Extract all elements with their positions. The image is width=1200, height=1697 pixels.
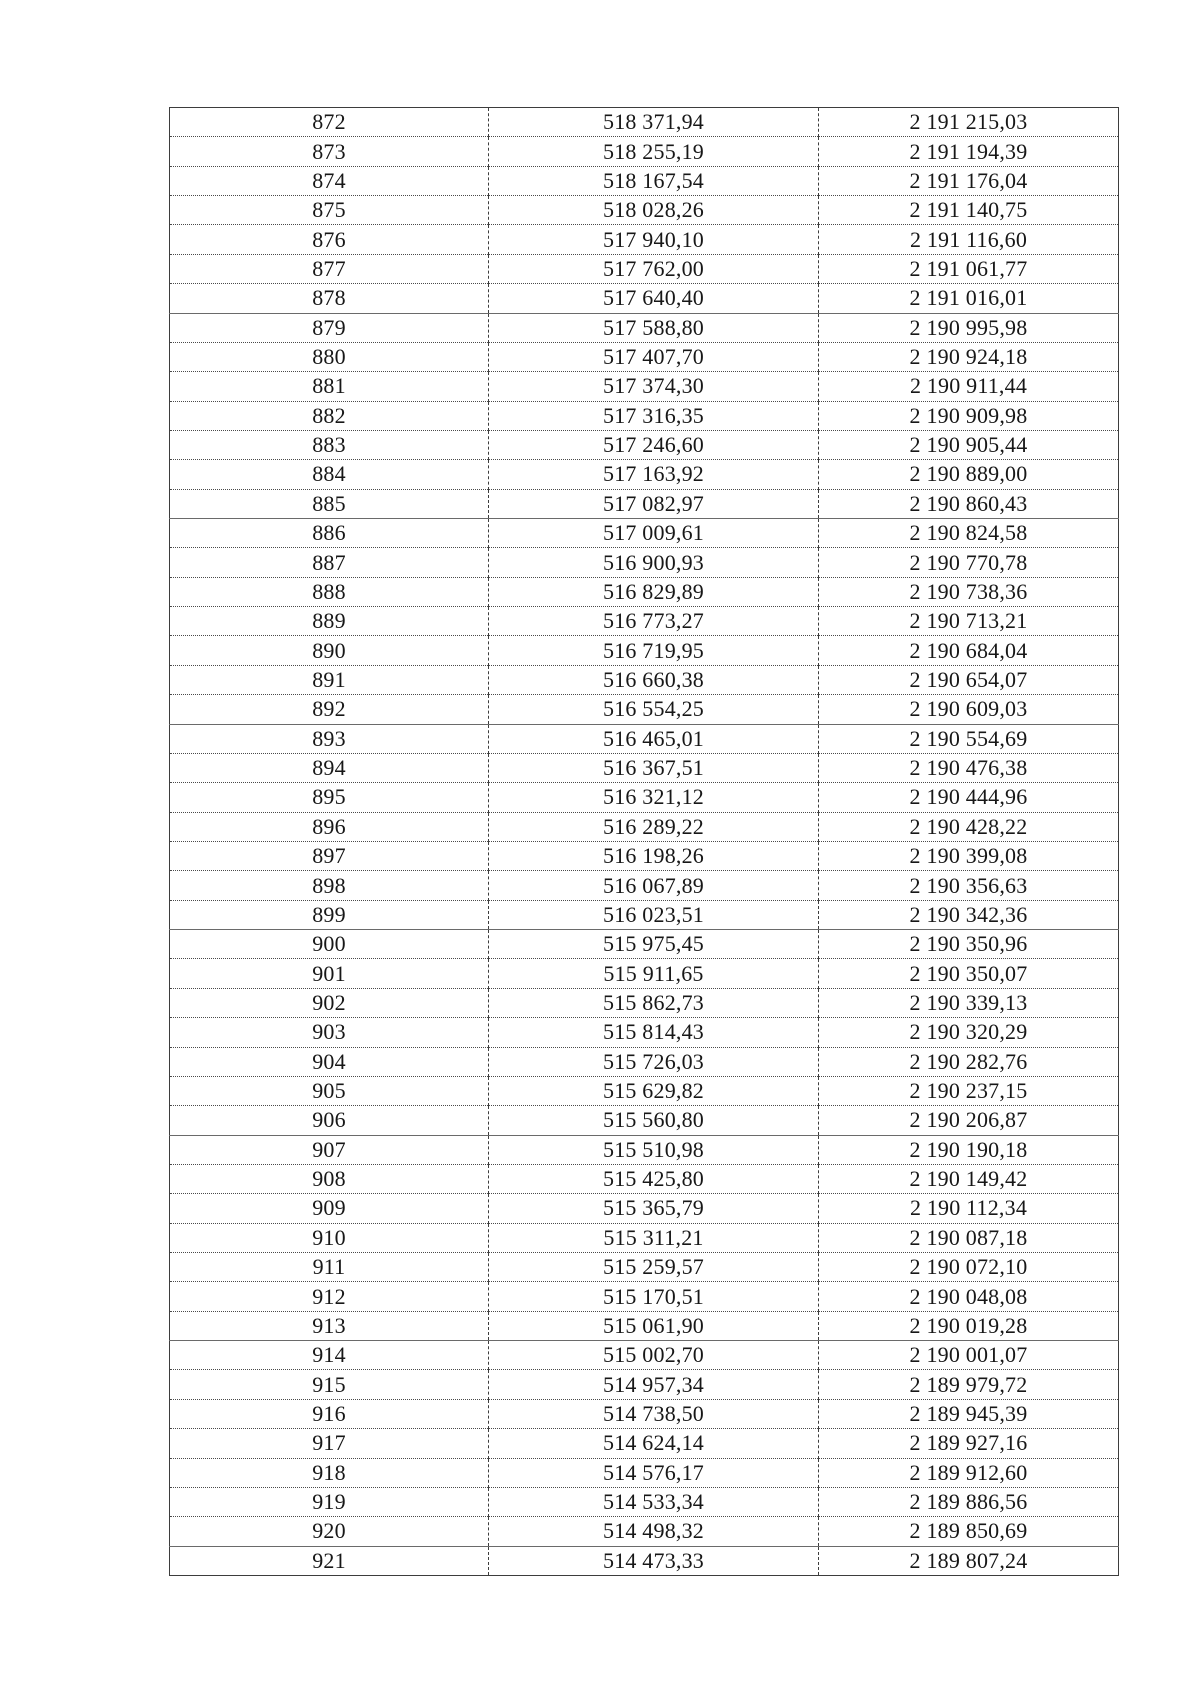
cell-value-1: 517 762,00 [489, 254, 819, 283]
table-row [170, 1517, 1119, 1546]
cell-value-2: 2 190 444,96 [819, 783, 1119, 812]
cell-value-1: 516 773,27 [489, 607, 819, 636]
table-row [170, 1164, 1119, 1193]
table-row [170, 1282, 1119, 1311]
table-row [170, 1429, 1119, 1458]
table-row [170, 489, 1119, 518]
cell-value-2: 2 190 995,98 [819, 313, 1119, 342]
cell-value-1: 517 640,40 [489, 284, 819, 313]
cell-value-2: 2 190 738,36 [819, 577, 1119, 606]
cell-value-2: 2 190 824,58 [819, 519, 1119, 548]
cell-value-1: 514 576,17 [489, 1458, 819, 1487]
cell-value-2: 2 190 237,15 [819, 1076, 1119, 1105]
cell-value-1: 515 510,98 [489, 1135, 819, 1164]
table-row [170, 108, 1119, 137]
cell-index: 898 [170, 871, 489, 900]
cell-index: 892 [170, 695, 489, 724]
cell-value-2: 2 190 770,78 [819, 548, 1119, 577]
cell-value-1: 514 498,32 [489, 1517, 819, 1546]
cell-index: 918 [170, 1458, 489, 1487]
cell-value-2: 2 190 911,44 [819, 372, 1119, 401]
cell-value-1: 516 465,01 [489, 724, 819, 753]
cell-value-1: 516 367,51 [489, 753, 819, 782]
cell-value-2: 2 190 342,36 [819, 900, 1119, 929]
cell-value-1: 516 719,95 [489, 636, 819, 665]
cell-value-1: 515 061,90 [489, 1311, 819, 1340]
cell-value-2: 2 190 909,98 [819, 401, 1119, 430]
table-row [170, 753, 1119, 782]
table-row [170, 1106, 1119, 1135]
cell-value-1: 518 255,19 [489, 137, 819, 166]
cell-index: 890 [170, 636, 489, 665]
table-row [170, 841, 1119, 870]
cell-value-2: 2 189 886,56 [819, 1487, 1119, 1516]
cell-index: 913 [170, 1311, 489, 1340]
cell-value-1: 517 082,97 [489, 489, 819, 518]
cell-value-2: 2 191 016,01 [819, 284, 1119, 313]
cell-value-1: 518 371,94 [489, 108, 819, 137]
table-row [170, 812, 1119, 841]
cell-index: 910 [170, 1223, 489, 1252]
cell-value-1: 517 588,80 [489, 313, 819, 342]
cell-index: 893 [170, 724, 489, 753]
table-row [170, 636, 1119, 665]
cell-index: 877 [170, 254, 489, 283]
cell-value-2: 2 190 609,03 [819, 695, 1119, 724]
cell-value-1: 516 829,89 [489, 577, 819, 606]
cell-index: 887 [170, 548, 489, 577]
table-row [170, 284, 1119, 313]
cell-value-2: 2 190 905,44 [819, 430, 1119, 459]
table-row [170, 724, 1119, 753]
cell-index: 891 [170, 665, 489, 694]
table-row [170, 166, 1119, 195]
cell-value-2: 2 190 190,18 [819, 1135, 1119, 1164]
cell-value-2: 2 190 356,63 [819, 871, 1119, 900]
table-row [170, 1370, 1119, 1399]
table-row [170, 313, 1119, 342]
cell-index: 897 [170, 841, 489, 870]
cell-index: 880 [170, 342, 489, 371]
cell-index: 885 [170, 489, 489, 518]
cell-value-2: 2 190 350,07 [819, 959, 1119, 988]
table-row [170, 372, 1119, 401]
cell-value-1: 515 629,82 [489, 1076, 819, 1105]
cell-value-2: 2 189 850,69 [819, 1517, 1119, 1546]
table-row [170, 460, 1119, 489]
cell-value-2: 2 190 924,18 [819, 342, 1119, 371]
cell-index: 873 [170, 137, 489, 166]
cell-index: 886 [170, 519, 489, 548]
cell-value-1: 515 560,80 [489, 1106, 819, 1135]
table-row [170, 900, 1119, 929]
cell-index: 906 [170, 1106, 489, 1135]
cell-index: 915 [170, 1370, 489, 1399]
cell-value-1: 514 957,34 [489, 1370, 819, 1399]
cell-value-2: 2 190 112,34 [819, 1194, 1119, 1223]
table-row [170, 1194, 1119, 1223]
table-row [170, 430, 1119, 459]
cell-index: 899 [170, 900, 489, 929]
cell-index: 905 [170, 1076, 489, 1105]
cell-value-2: 2 189 912,60 [819, 1458, 1119, 1487]
table-row [170, 1311, 1119, 1340]
table-row [170, 783, 1119, 812]
table-row [170, 342, 1119, 371]
cell-value-1: 516 554,25 [489, 695, 819, 724]
cell-value-1: 516 900,93 [489, 548, 819, 577]
cell-index: 914 [170, 1341, 489, 1370]
cell-value-2: 2 191 116,60 [819, 225, 1119, 254]
cell-value-2: 2 190 654,07 [819, 665, 1119, 694]
cell-index: 903 [170, 1018, 489, 1047]
cell-value-2: 2 191 061,77 [819, 254, 1119, 283]
cell-value-2: 2 190 399,08 [819, 841, 1119, 870]
table-row [170, 1047, 1119, 1076]
table-row [170, 959, 1119, 988]
cell-value-2: 2 191 140,75 [819, 196, 1119, 225]
cell-value-1: 515 259,57 [489, 1253, 819, 1282]
table-row [170, 1076, 1119, 1105]
cell-index: 917 [170, 1429, 489, 1458]
cell-value-1: 517 316,35 [489, 401, 819, 430]
table-body [170, 108, 1119, 1576]
cell-value-2: 2 190 713,21 [819, 607, 1119, 636]
numeric-table [169, 107, 1119, 1576]
cell-value-1: 518 167,54 [489, 166, 819, 195]
cell-value-2: 2 190 072,10 [819, 1253, 1119, 1282]
cell-index: 882 [170, 401, 489, 430]
cell-index: 921 [170, 1546, 489, 1575]
cell-value-2: 2 190 860,43 [819, 489, 1119, 518]
table-row [170, 519, 1119, 548]
cell-index: 878 [170, 284, 489, 313]
table-row [170, 548, 1119, 577]
cell-index: 872 [170, 108, 489, 137]
cell-value-1: 517 246,60 [489, 430, 819, 459]
cell-index: 881 [170, 372, 489, 401]
cell-index: 916 [170, 1399, 489, 1428]
cell-value-1: 516 198,26 [489, 841, 819, 870]
table-row [170, 1487, 1119, 1516]
cell-value-1: 515 002,70 [489, 1341, 819, 1370]
cell-index: 920 [170, 1517, 489, 1546]
cell-value-2: 2 190 684,04 [819, 636, 1119, 665]
cell-index: 884 [170, 460, 489, 489]
table-row [170, 930, 1119, 959]
table-row [170, 988, 1119, 1017]
cell-index: 909 [170, 1194, 489, 1223]
cell-index: 894 [170, 753, 489, 782]
cell-index: 912 [170, 1282, 489, 1311]
cell-value-2: 2 190 428,22 [819, 812, 1119, 841]
cell-value-2: 2 191 215,03 [819, 108, 1119, 137]
cell-value-1: 516 660,38 [489, 665, 819, 694]
cell-value-1: 514 624,14 [489, 1429, 819, 1458]
cell-index: 895 [170, 783, 489, 812]
cell-value-2: 2 189 979,72 [819, 1370, 1119, 1399]
table-row [170, 1135, 1119, 1164]
cell-value-1: 516 067,89 [489, 871, 819, 900]
cell-index: 874 [170, 166, 489, 195]
cell-value-1: 517 407,70 [489, 342, 819, 371]
cell-value-2: 2 190 019,28 [819, 1311, 1119, 1340]
cell-index: 902 [170, 988, 489, 1017]
cell-value-2: 2 190 087,18 [819, 1223, 1119, 1252]
cell-value-2: 2 189 807,24 [819, 1546, 1119, 1575]
cell-value-1: 517 163,92 [489, 460, 819, 489]
cell-value-1: 515 862,73 [489, 988, 819, 1017]
cell-index: 896 [170, 812, 489, 841]
cell-value-1: 515 975,45 [489, 930, 819, 959]
cell-value-2: 2 191 176,04 [819, 166, 1119, 195]
cell-value-1: 515 170,51 [489, 1282, 819, 1311]
cell-index: 907 [170, 1135, 489, 1164]
cell-index: 911 [170, 1253, 489, 1282]
table-row [170, 1018, 1119, 1047]
cell-value-1: 514 738,50 [489, 1399, 819, 1428]
cell-value-2: 2 190 339,13 [819, 988, 1119, 1017]
cell-index: 919 [170, 1487, 489, 1516]
table-row [170, 695, 1119, 724]
cell-index: 875 [170, 196, 489, 225]
table-row [170, 137, 1119, 166]
cell-value-2: 2 190 554,69 [819, 724, 1119, 753]
cell-value-1: 516 289,22 [489, 812, 819, 841]
table-row [170, 1458, 1119, 1487]
cell-value-1: 515 365,79 [489, 1194, 819, 1223]
cell-value-1: 515 311,21 [489, 1223, 819, 1252]
table-row [170, 225, 1119, 254]
cell-value-2: 2 190 476,38 [819, 753, 1119, 782]
cell-value-1: 516 023,51 [489, 900, 819, 929]
cell-index: 888 [170, 577, 489, 606]
cell-value-1: 514 473,33 [489, 1546, 819, 1575]
cell-value-2: 2 190 889,00 [819, 460, 1119, 489]
table-row [170, 1399, 1119, 1428]
cell-value-2: 2 190 048,08 [819, 1282, 1119, 1311]
table-row [170, 1223, 1119, 1252]
cell-value-2: 2 189 927,16 [819, 1429, 1119, 1458]
cell-value-1: 515 814,43 [489, 1018, 819, 1047]
table-row [170, 401, 1119, 430]
cell-value-2: 2 190 282,76 [819, 1047, 1119, 1076]
cell-index: 901 [170, 959, 489, 988]
cell-value-1: 514 533,34 [489, 1487, 819, 1516]
table-row [170, 196, 1119, 225]
table-row [170, 871, 1119, 900]
table-row [170, 665, 1119, 694]
cell-index: 900 [170, 930, 489, 959]
cell-value-1: 515 425,80 [489, 1164, 819, 1193]
cell-value-2: 2 190 149,42 [819, 1164, 1119, 1193]
cell-value-2: 2 189 945,39 [819, 1399, 1119, 1428]
cell-value-2: 2 191 194,39 [819, 137, 1119, 166]
cell-index: 904 [170, 1047, 489, 1076]
cell-value-2: 2 190 350,96 [819, 930, 1119, 959]
cell-index: 883 [170, 430, 489, 459]
cell-value-2: 2 190 206,87 [819, 1106, 1119, 1135]
table-row [170, 577, 1119, 606]
table-row [170, 1253, 1119, 1282]
cell-value-1: 516 321,12 [489, 783, 819, 812]
cell-value-1: 517 374,30 [489, 372, 819, 401]
cell-value-1: 517 009,61 [489, 519, 819, 548]
cell-value-2: 2 190 001,07 [819, 1341, 1119, 1370]
cell-index: 879 [170, 313, 489, 342]
cell-value-1: 518 028,26 [489, 196, 819, 225]
cell-index: 876 [170, 225, 489, 254]
cell-value-1: 515 911,65 [489, 959, 819, 988]
cell-value-1: 515 726,03 [489, 1047, 819, 1076]
cell-value-2: 2 190 320,29 [819, 1018, 1119, 1047]
cell-index: 908 [170, 1164, 489, 1193]
table-row [170, 1546, 1119, 1575]
table-row [170, 254, 1119, 283]
cell-index: 889 [170, 607, 489, 636]
table-row [170, 1341, 1119, 1370]
table-row [170, 607, 1119, 636]
cell-value-1: 517 940,10 [489, 225, 819, 254]
